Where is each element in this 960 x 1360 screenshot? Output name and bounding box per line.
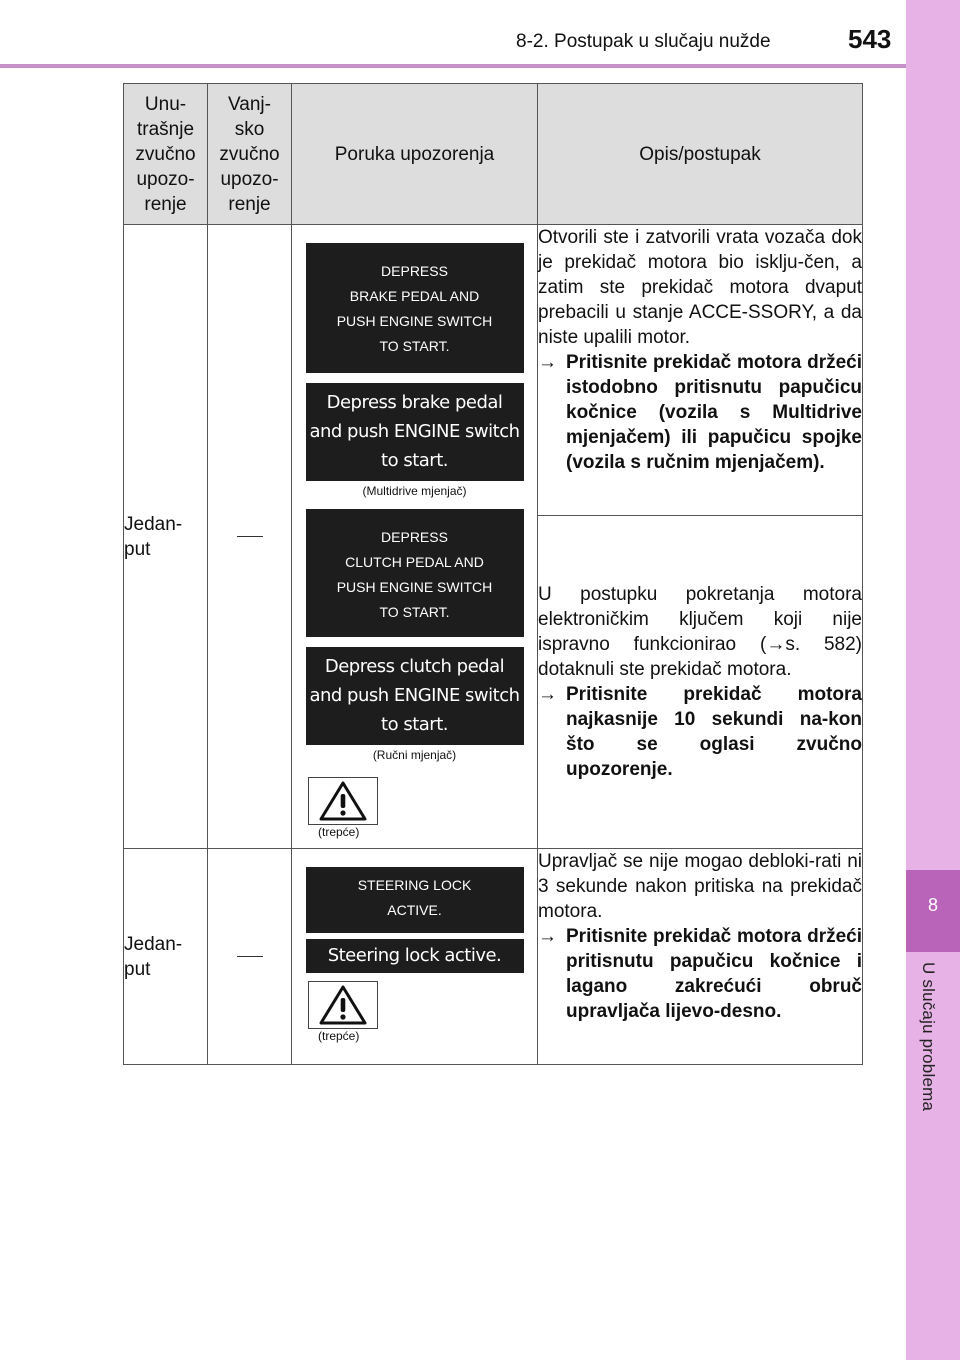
description-text: Otvorili ste i zatvorili vrata vozača dok je prekidač motora bio isklju-čen, a zatim ste prekidač motora dvaput prebacili u stanje ACCE-SSORY, a da niste upalili motor. xyxy=(538,227,862,348)
action-step xyxy=(538,924,862,1024)
header-divider xyxy=(0,64,906,68)
warning-table xyxy=(123,83,863,1065)
table-header-row xyxy=(124,84,863,225)
description-text: U postupku pokretanja motora elektroničkim ključem koji nije ispravno funkcionirao (→s. 582) dotaknuli ste prekidač motora. xyxy=(538,584,862,680)
message-display-text: DEPRESS CLUTCH PEDAL AND PUSH ENGINE SWITCH TO START. xyxy=(306,509,524,637)
action-text: Pritisnite prekidač motora najkasnije 10 sekundi na-kon što se oglasi zvučno upozorenje. xyxy=(566,684,862,780)
external-buzzer-cell xyxy=(208,849,292,1065)
column-header-warning-message: Poruka upozorenja xyxy=(292,84,538,225)
dash-mark xyxy=(237,956,263,957)
message-display-graphic: Steering lock active. xyxy=(306,939,524,973)
description-text: Upravljač se nije mogao debloki-rati ni 3 sekunde nakon pritiska na prekidač motora. xyxy=(538,851,862,922)
message-display-graphic: Depress clutch pedal and push ENGINE switch to start. xyxy=(306,647,524,745)
chapter-side-tab xyxy=(906,0,960,1360)
action-step xyxy=(538,350,862,475)
action-step xyxy=(538,682,862,782)
description-cell xyxy=(538,849,863,1065)
arrow-icon: → xyxy=(538,684,557,705)
message-caption: (Ručni mjenjač) xyxy=(372,748,457,762)
external-buzzer-cell xyxy=(208,225,292,849)
warning-light xyxy=(292,981,537,1043)
chapter-label: U slučaju problema xyxy=(919,962,938,1112)
description-cell xyxy=(538,225,863,516)
warning-caption: (trepće) xyxy=(318,1029,360,1043)
warning-caption: (trepće) xyxy=(318,825,360,839)
internal-buzzer-cell: Jedan- put xyxy=(124,849,208,1065)
warning-message-cell xyxy=(292,225,538,849)
warning-triangle-icon xyxy=(308,777,378,825)
column-header-details: Opis/postupak xyxy=(538,84,863,225)
section-title: 8-2. Postupak u slučaju nužde xyxy=(516,31,771,52)
column-header-external-buzzer: Vanj- sko zvučno upozo- renje xyxy=(208,84,292,225)
column-header-internal-buzzer: Unu- trašnje zvučno upozo- renje xyxy=(124,84,208,225)
action-text: Pritisnite prekidač motora držeći pritisnutu papučicu kočnice i lagano zakrećući obruč upravljača lijevo-desno. xyxy=(566,926,862,1022)
warning-triangle-icon xyxy=(308,981,378,1029)
table-row xyxy=(124,849,863,1065)
internal-buzzer-cell: Jedan- put xyxy=(124,225,208,849)
page-number: 543 xyxy=(848,24,892,54)
description-cell xyxy=(538,516,863,849)
warning-message-cell xyxy=(292,849,538,1065)
arrow-icon: → xyxy=(538,352,557,373)
message-display-text: DEPRESS BRAKE PEDAL AND PUSH ENGINE SWITCH TO START. xyxy=(306,243,524,373)
table-row xyxy=(124,225,863,516)
arrow-icon: → xyxy=(538,926,557,947)
chapter-number: 8 xyxy=(927,895,938,915)
warning-light xyxy=(292,777,537,839)
dash-mark xyxy=(237,536,263,537)
action-text: Pritisnite prekidač motora držeći istodobno pritisnutu papučicu kočnice (vozila s Multidrive mjenjačem) ili papučicu spojke (vozila s ručnim mjenjačem). xyxy=(566,352,862,473)
message-caption: (Multidrive mjenjač) xyxy=(362,484,467,498)
message-display-text: STEERING LOCK ACTIVE. xyxy=(306,867,524,933)
message-display-graphic: Depress brake pedal and push ENGINE switch to start. xyxy=(306,383,524,481)
